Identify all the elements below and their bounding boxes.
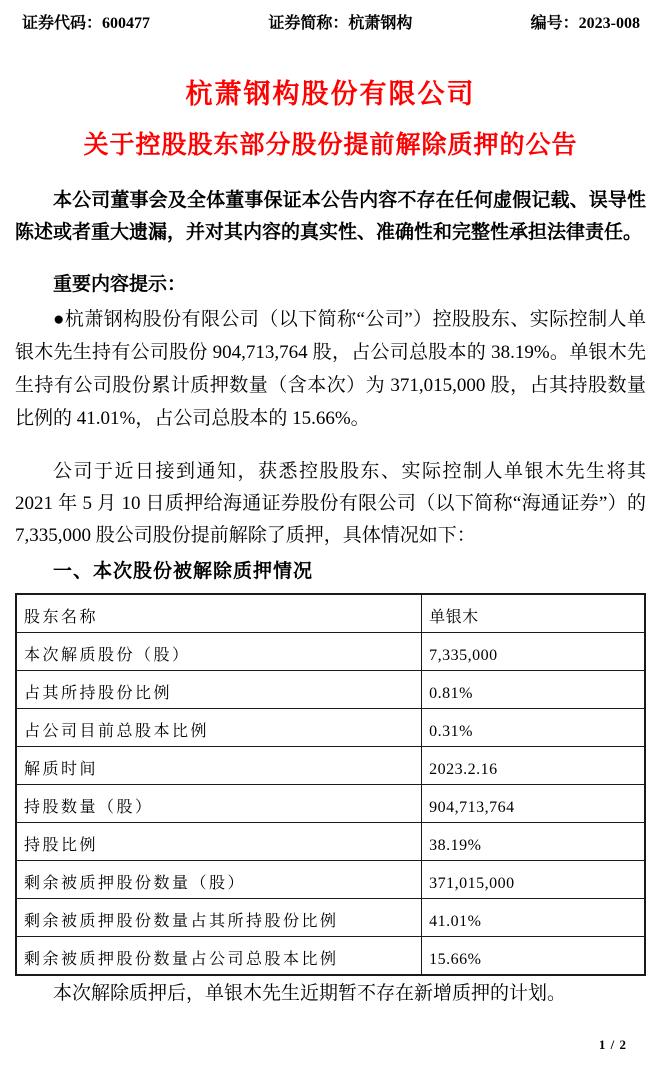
announcement-title: 关于控股股东部分股份提前解除质押的公告 — [83, 131, 578, 159]
table-row — [16, 823, 645, 861]
row-label: 剩余被质押股份数量（股） — [16, 861, 422, 899]
company-title: 杭萧钢构股份有限公司 — [185, 79, 476, 109]
important-notice-heading: 重要内容提示： — [53, 274, 187, 295]
row-value: 单银木 — [422, 594, 645, 633]
table-row — [16, 709, 645, 747]
row-value: 904,713,764 — [422, 785, 645, 823]
table-row — [16, 594, 645, 633]
important-notice-bullet: ●杭萧钢构股份有限公司（以下简称“公司”）控股股东、实际控制人单银木先生持有公司股份 904,713,764 股，占公司总股本的 38.19%。单银木先生持有公司股份累计质押数量（含本次）为 371,015,000 股，占其持股数量比例的 41.01%，占公司总股本的 15.66%。 — [15, 309, 646, 429]
announcement-number: 编号：2023-008 — [530, 15, 640, 32]
table-row — [16, 747, 645, 785]
security-code: 证券代码：600477 — [22, 15, 151, 32]
row-value: 2023.2.16 — [422, 747, 645, 785]
row-label: 持股比例 — [16, 823, 422, 861]
row-label: 本次解质股份（股） — [16, 633, 422, 671]
table-row — [16, 633, 645, 671]
section-heading: 一、本次股份被解除质押情况 — [53, 561, 314, 582]
row-value: 7,335,000 — [422, 633, 645, 671]
security-name: 证券简称：杭萧钢构 — [268, 15, 413, 32]
row-value: 371,015,000 — [422, 861, 645, 899]
table-row — [16, 785, 645, 823]
table-row — [16, 671, 645, 709]
row-label: 剩余被质押股份数量占公司总股本比例 — [16, 937, 422, 976]
row-label: 解质时间 — [16, 747, 422, 785]
row-value: 0.81% — [422, 671, 645, 709]
closing-paragraph: 本次解除质押后，单银木先生近期暂不存在新增质押的计划。 — [53, 983, 567, 1004]
body-paragraph: 公司于近日接到通知，获悉控股股东、实际控制人单银木先生将其 2021 年 5 月 10 日质押给海通证券股份有限公司（以下简称“海通证券”）的 7,335,000 股公司股份提前解除了质押，具体情况如下： — [15, 461, 646, 546]
board-statement: 本公司董事会及全体董事保证本公告内容不存在任何虚假记载、误导性陈述或者重大遗漏，并对其内容的真实性、准确性和完整性承担法律责任。 — [15, 190, 646, 243]
page-number: 1 / 2 — [598, 1037, 627, 1052]
table-row — [16, 899, 645, 937]
pledge-release-table — [15, 593, 646, 976]
row-label: 占其所持股份比例 — [16, 671, 422, 709]
row-value: 38.19% — [422, 823, 645, 861]
table-row — [16, 861, 645, 899]
row-label: 股东名称 — [16, 594, 422, 633]
row-label: 占公司目前总股本比例 — [16, 709, 422, 747]
row-value: 41.01% — [422, 899, 645, 937]
row-label: 剩余被质押股份数量占其所持股份比例 — [16, 899, 422, 937]
table-row — [16, 937, 645, 976]
row-label: 持股数量（股） — [16, 785, 422, 823]
document-header — [15, 10, 646, 33]
row-value: 15.66% — [422, 937, 645, 976]
row-value: 0.31% — [422, 709, 645, 747]
